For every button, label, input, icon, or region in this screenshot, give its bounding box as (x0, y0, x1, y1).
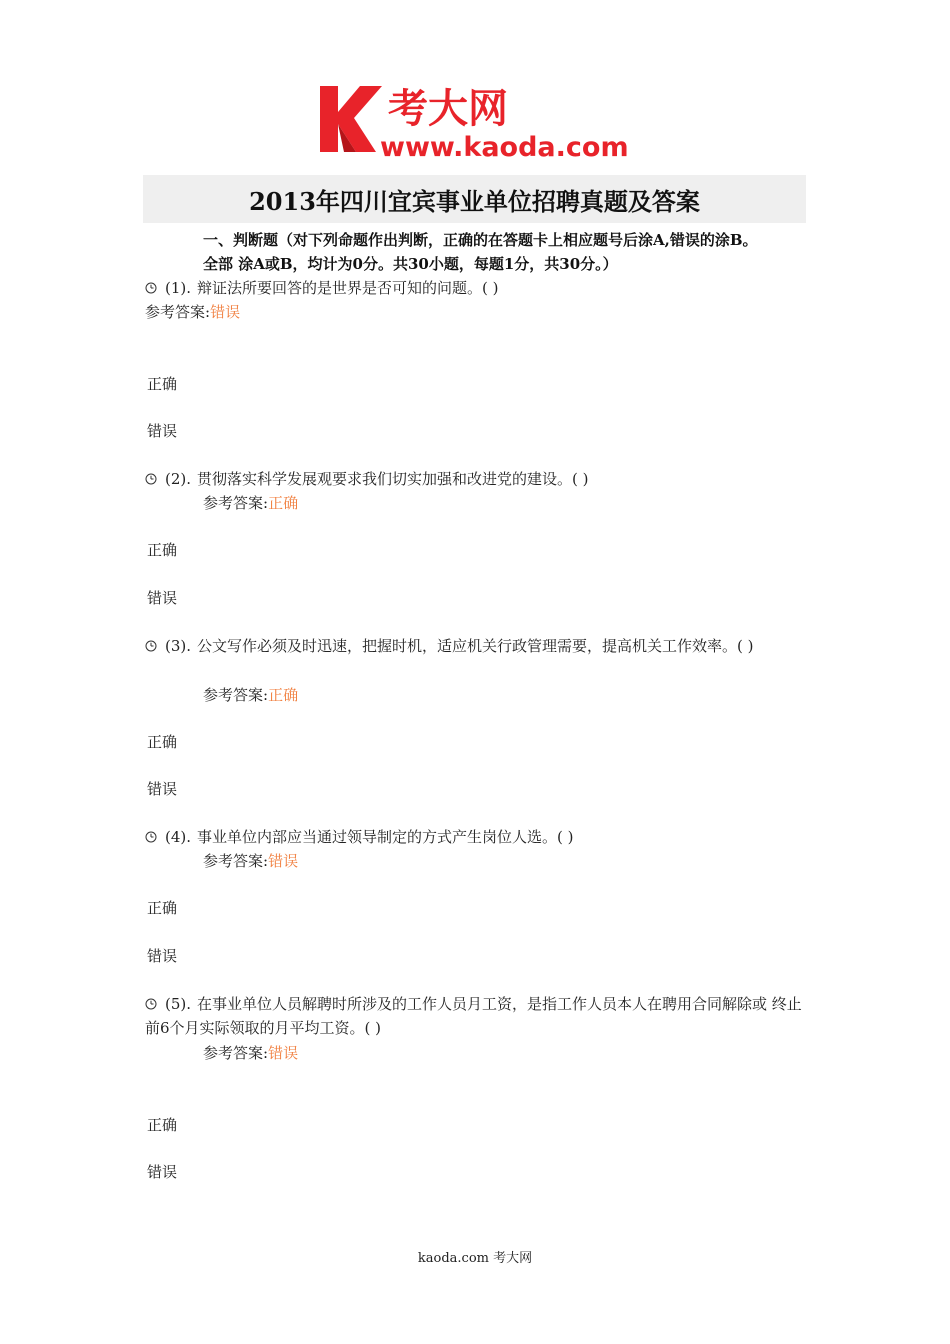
clock-icon (145, 473, 157, 485)
question-number: (2). (165, 470, 192, 488)
clock-icon (145, 282, 157, 294)
answer-value: 错误 (268, 852, 299, 870)
reference-answer-1 (145, 301, 240, 323)
question-text: 贯彻落实科学发展观要求我们切实加强和改进党的建设。( ) (197, 470, 589, 488)
question-text: 在事业单位人员解聘时所涉及的工作人员月工资，是指工作人员本人在聘用合同解除或 终止前6个月实际领取的月平均工资。( ) (145, 995, 802, 1037)
question-text: 公文写作必须及时迅速，把握时机，适应机关行政管理需要，提高机关工作效率。( ) (197, 637, 754, 655)
option-a-3[interactable]: 正确 (147, 733, 178, 751)
question-2 (145, 467, 813, 491)
question-text: 事业单位内部应当通过领导制定的方式产生岗位人选。( ) (197, 828, 574, 846)
question-number: (5). (165, 995, 192, 1013)
question-number: (4). (165, 828, 192, 846)
question-number: (1). (165, 279, 192, 297)
option-b-1[interactable]: 错误 (147, 422, 178, 440)
answer-value: 正确 (268, 494, 299, 512)
option-b-3[interactable]: 错误 (147, 780, 178, 798)
logo-cn-text: 考大网 (388, 86, 508, 132)
footer-text: kaoda.com 考大网 (417, 1251, 533, 1266)
option-b-5[interactable]: 错误 (147, 1163, 178, 1181)
clock-icon (145, 998, 157, 1010)
answer-label: 参考答案: (203, 494, 269, 512)
logo-url-text: www.kaoda.com (380, 132, 629, 162)
page-title: 2013年四川宜宾事业单位招聘真题及答案 (249, 186, 700, 216)
reference-answer-3 (203, 684, 298, 706)
reference-answer-5 (203, 1042, 298, 1064)
question-1 (145, 276, 813, 300)
option-a-5[interactable]: 正确 (147, 1116, 178, 1134)
answer-label: 参考答案: (203, 852, 269, 870)
question-5 (145, 992, 813, 1040)
clock-icon (145, 831, 157, 843)
section-line-2: 全部 涂A或B，均计为0分。共30小题，每题1分，共30分。） (203, 255, 618, 273)
question-text: 辩证法所要回答的是世界是否可知的问题。( ) (197, 279, 499, 297)
answer-label: 参考答案: (203, 686, 269, 704)
section-line-1: 一、判断题（对下列命题作出判断，正确的在答题卡上相应题号后涂A,错误的涂B。 (203, 231, 758, 249)
answer-label: 参考答案: (203, 1044, 269, 1062)
option-b-4[interactable]: 错误 (147, 947, 178, 965)
option-a-1[interactable]: 正确 (147, 375, 178, 393)
reference-answer-4 (203, 850, 298, 872)
option-b-2[interactable]: 错误 (147, 589, 178, 607)
option-a-2[interactable]: 正确 (147, 541, 178, 559)
answer-value: 错误 (268, 1044, 299, 1062)
option-a-4[interactable]: 正确 (147, 899, 178, 917)
kaoda-logo (318, 78, 638, 162)
section-heading (203, 228, 813, 276)
question-4 (145, 825, 813, 849)
clock-icon (145, 640, 157, 652)
answer-value: 错误 (210, 303, 241, 321)
reference-answer-2 (203, 492, 298, 514)
answer-label: 参考答案: (145, 303, 211, 321)
page-title-bar (143, 175, 806, 223)
answer-value: 正确 (268, 686, 299, 704)
question-number: (3). (165, 637, 192, 655)
question-3 (145, 634, 813, 658)
